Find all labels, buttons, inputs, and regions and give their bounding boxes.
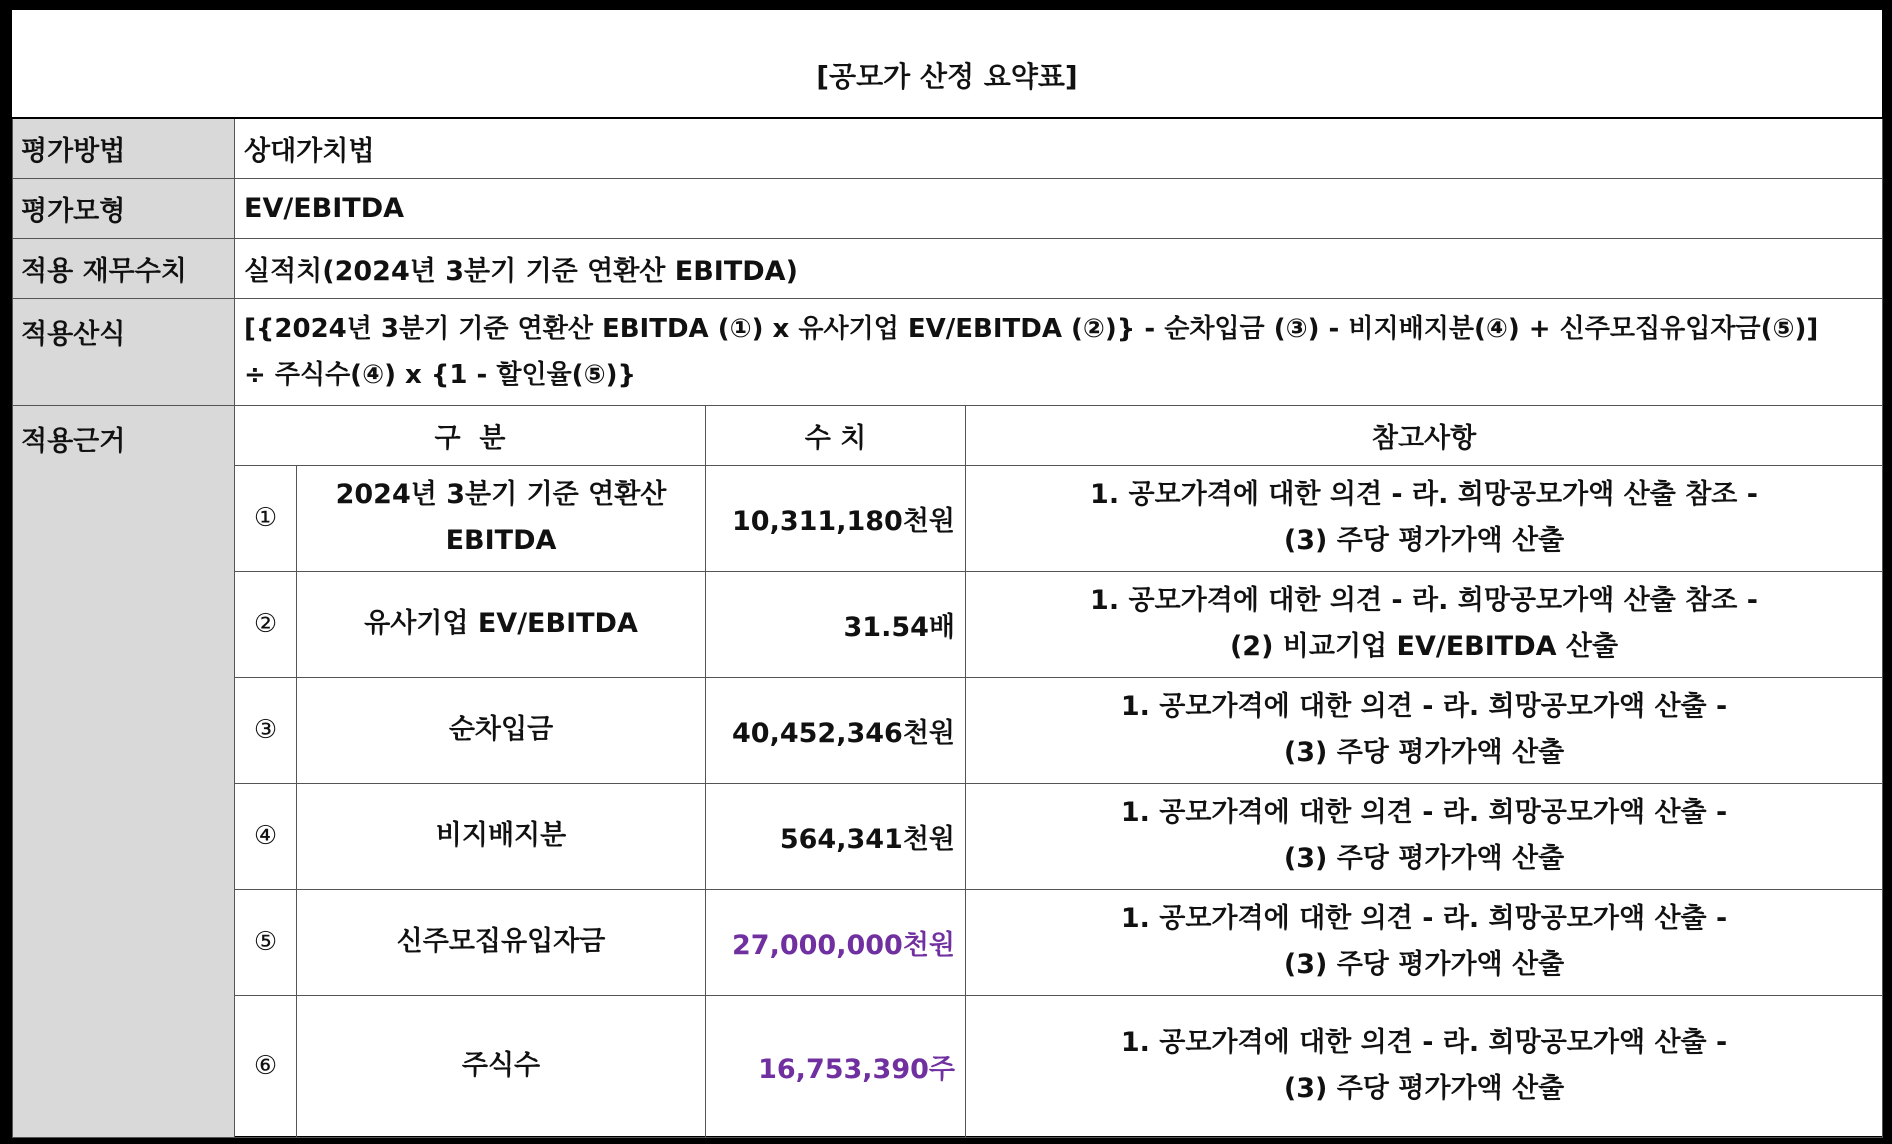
item-reference (966, 465, 1883, 571)
item-mark: ⑥ (235, 995, 297, 1137)
row-formula (13, 298, 1883, 405)
label-basis: 적용근거 (13, 405, 235, 1137)
offering-price-summary-table (12, 117, 1883, 1138)
item-reference-line: 1. 공모가격에 대한 의견 - 라. 희망공모가액 산출 참조 - (1090, 479, 1758, 510)
value-model: EV/EBITDA (235, 178, 1883, 238)
table-row (13, 571, 1883, 677)
item-reference-line: (3) 주당 평가가액 산출 (1283, 1073, 1565, 1104)
header-category: 구 분 (235, 405, 706, 465)
item-reference-line: (3) 주당 평가가액 산출 (1283, 843, 1565, 874)
item-reference-line: (2) 비교기업 EV/EBITDA 산출 (1229, 631, 1619, 662)
label-model: 평가모형 (13, 178, 235, 238)
item-mark: ④ (235, 783, 297, 889)
formula-line-1: [{2024년 3분기 기준 연환산 EBITDA (①) x 유사기업 EV/EBITDA (②)} - 순차입금 (③) - 비지배지분(④) + 신주모집유입자금(⑤)] (244, 313, 1819, 344)
value-method: 상대가치법 (235, 118, 1883, 178)
item-name: 신주모집유입자금 (297, 889, 706, 995)
item-reference-line: (3) 주당 평가가액 산출 (1283, 737, 1565, 768)
item-amount: 10,311,180천원 (706, 465, 966, 571)
summary-page (12, 10, 1882, 1136)
item-mark: ⑤ (235, 889, 297, 995)
item-amount: 40,452,346천원 (706, 677, 966, 783)
basis-header-row (13, 405, 1883, 465)
item-reference-line: 1. 공모가격에 대한 의견 - 라. 희망공모가액 산출 참조 - (1090, 585, 1758, 616)
item-reference (966, 783, 1883, 889)
item-reference (966, 995, 1883, 1137)
item-reference-line: 1. 공모가격에 대한 의견 - 라. 희망공모가액 산출 - (1120, 691, 1728, 722)
table-row (13, 465, 1883, 571)
label-formula: 적용산식 (13, 298, 235, 405)
table-row (13, 889, 1883, 995)
item-reference-line: 1. 공모가격에 대한 의견 - 라. 희망공모가액 산출 - (1120, 903, 1728, 934)
row-model (13, 178, 1883, 238)
item-name: 순차입금 (297, 677, 706, 783)
item-name: 비지배지분 (297, 783, 706, 889)
value-formula (235, 298, 1883, 405)
item-reference (966, 677, 1883, 783)
page-title: [공모가 산정 요약표] (816, 60, 1078, 93)
item-reference (966, 571, 1883, 677)
item-name-line: 2024년 3분기 기준 연환산 (335, 479, 667, 510)
item-amount: 564,341천원 (706, 783, 966, 889)
item-name (297, 465, 706, 571)
table-row (13, 995, 1883, 1137)
item-name: 유사기업 EV/EBITDA (297, 571, 706, 677)
label-financial: 적용 재무수치 (13, 238, 235, 298)
item-amount: 31.54배 (706, 571, 966, 677)
formula-line-2: ÷ 주식수(④) x {1 - 할인율(⑤)} (244, 359, 636, 390)
table-row (13, 783, 1883, 889)
header-reference: 참고사항 (966, 405, 1883, 465)
item-reference (966, 889, 1883, 995)
item-reference-line: (3) 주당 평가가액 산출 (1283, 949, 1565, 980)
item-mark: ② (235, 571, 297, 677)
row-method (13, 118, 1883, 178)
item-name: 주식수 (297, 995, 706, 1137)
item-amount-highlighted: 27,000,000천원 (706, 889, 966, 995)
item-name-line: EBITDA (445, 525, 557, 556)
table-row (13, 677, 1883, 783)
item-mark: ③ (235, 677, 297, 783)
label-method: 평가방법 (13, 118, 235, 178)
item-reference-line: 1. 공모가격에 대한 의견 - 라. 희망공모가액 산출 - (1120, 797, 1728, 828)
item-reference-line: 1. 공모가격에 대한 의견 - 라. 희망공모가액 산출 - (1120, 1027, 1728, 1058)
item-reference-line: (3) 주당 평가가액 산출 (1283, 525, 1565, 556)
item-mark: ① (235, 465, 297, 571)
item-amount-highlighted: 16,753,390주 (706, 995, 966, 1137)
row-financial (13, 238, 1883, 298)
header-value: 수 치 (706, 405, 966, 465)
value-financial: 실적치(2024년 3분기 기준 연환산 EBITDA) (235, 238, 1883, 298)
